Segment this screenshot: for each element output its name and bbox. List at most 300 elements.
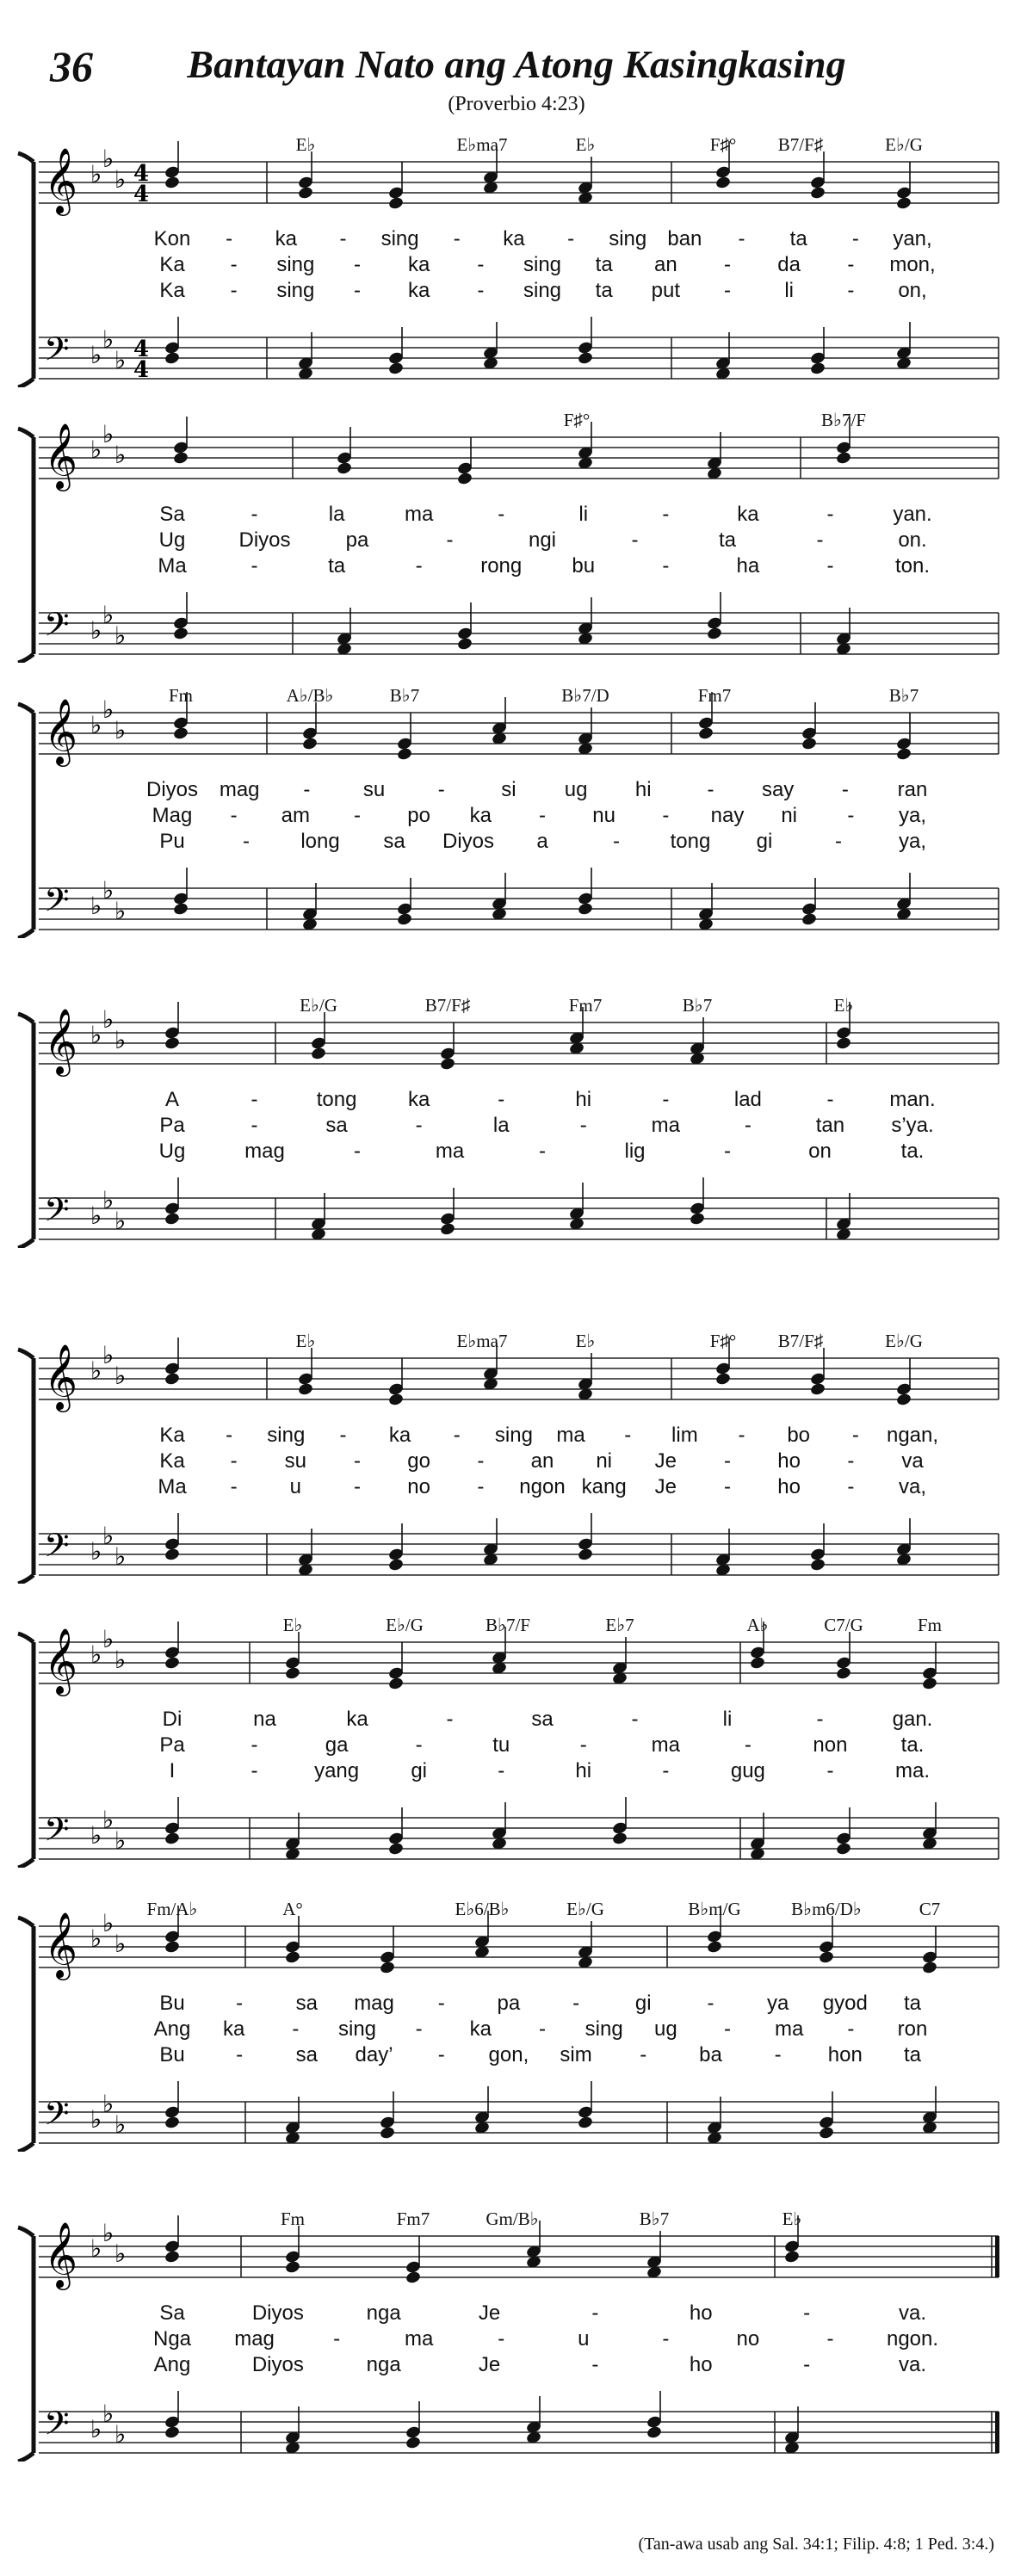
bass-note bbox=[284, 2097, 300, 2145]
lyric-syllable: A bbox=[164, 1088, 180, 1111]
lyric-syllable: ta bbox=[903, 2043, 922, 2066]
svg-text:♭: ♭ bbox=[114, 1362, 127, 1390]
lyric-syllable: long bbox=[300, 830, 340, 853]
lyric-syllable: po bbox=[407, 804, 431, 827]
treble-staff bbox=[39, 1642, 999, 1683]
lyric-syllable: Diyos bbox=[251, 2301, 304, 2325]
lyric-syllable: on. bbox=[898, 528, 927, 552]
music-system-6 bbox=[0, 1609, 1033, 1868]
key-signature-flats bbox=[90, 1625, 126, 1674]
bass-staff bbox=[39, 2102, 999, 2143]
svg-text:♭: ♭ bbox=[90, 1202, 102, 1230]
bass-note bbox=[525, 2396, 541, 2444]
chord-symbol: E♭/G bbox=[885, 1331, 923, 1351]
svg-text:♭: ♭ bbox=[102, 420, 114, 448]
lyric-syllable: ta bbox=[718, 528, 737, 552]
lyric-syllable: Ma bbox=[158, 1475, 187, 1498]
lyric-syllable: mag bbox=[219, 778, 260, 801]
key-signature-flats bbox=[90, 2090, 126, 2139]
bass-note bbox=[284, 2406, 300, 2455]
treble-note bbox=[611, 1637, 628, 1685]
lyric-syllable: Pu bbox=[159, 830, 185, 853]
syllable-hyphen: - bbox=[354, 1475, 361, 1498]
lyric-syllable: Ma bbox=[158, 554, 187, 578]
syllable-hyphen: - bbox=[816, 1708, 824, 1731]
chord-symbol: B♭7 bbox=[639, 2208, 670, 2229]
chord-symbol: E♭ bbox=[575, 1331, 596, 1351]
bass-clef-icon: 𝄢 bbox=[44, 1810, 70, 1856]
lyric-syllable: hi bbox=[634, 778, 652, 801]
lyric-syllable: sa bbox=[325, 1114, 348, 1137]
svg-text:♭: ♭ bbox=[90, 616, 102, 645]
chord-symbol: C7/G bbox=[824, 1615, 863, 1635]
treble-note bbox=[164, 141, 180, 189]
lyric-syllable: sing bbox=[337, 2017, 377, 2041]
lyric-syllable: go bbox=[407, 1449, 431, 1473]
svg-text:♭: ♭ bbox=[114, 1646, 127, 1674]
syllable-hyphen: - bbox=[744, 1114, 752, 1137]
treble-note bbox=[689, 1017, 705, 1066]
chord-symbol: F♯° bbox=[709, 134, 737, 155]
treble-note bbox=[706, 432, 722, 480]
lyric-syllable: yan. bbox=[893, 503, 932, 526]
system-brace bbox=[18, 1634, 34, 1868]
syllable-hyphen: - bbox=[498, 1759, 505, 1782]
syllable-hyphen: - bbox=[567, 227, 575, 250]
lyric-syllable: sing bbox=[523, 253, 562, 276]
treble-note bbox=[387, 1642, 404, 1690]
chord-symbol: E♭ma7 bbox=[456, 1331, 508, 1351]
svg-text:♭: ♭ bbox=[102, 325, 114, 354]
syllable-hyphen: - bbox=[243, 830, 250, 853]
syllable-hyphen: - bbox=[624, 1424, 632, 1447]
bass-clef-icon: 𝄢 bbox=[44, 1526, 70, 1572]
lyric-syllable: sa bbox=[295, 2043, 319, 2066]
chord-symbol: E♭/G bbox=[885, 134, 923, 155]
lyric-syllable: ka bbox=[503, 227, 525, 250]
lyric-syllable: Je bbox=[478, 2301, 501, 2325]
svg-text:♭: ♭ bbox=[90, 160, 102, 188]
lyric-syllable: ta bbox=[328, 554, 346, 578]
syllable-hyphen: - bbox=[236, 2043, 244, 2066]
lyric-syllable: Di bbox=[162, 1708, 182, 1731]
svg-text:4: 4 bbox=[133, 182, 150, 207]
treble-note bbox=[164, 1337, 180, 1386]
lyric-syllable: ha bbox=[736, 554, 760, 578]
treble-note bbox=[164, 1002, 180, 1050]
lyric-syllable: ka bbox=[737, 503, 759, 526]
syllable-hyphen: - bbox=[446, 528, 454, 552]
lyric-syllable: mag bbox=[244, 1140, 285, 1163]
lyric-syllable: su bbox=[362, 778, 386, 801]
chord-symbol: E♭7 bbox=[605, 1615, 634, 1635]
svg-text:4: 4 bbox=[133, 337, 150, 362]
key-signature-flats bbox=[90, 145, 126, 194]
lyric-syllable: ma bbox=[435, 1140, 465, 1163]
key-signature-flats bbox=[90, 2219, 126, 2268]
syllable-hyphen: - bbox=[803, 2353, 811, 2376]
lyric-syllable: ba bbox=[699, 2043, 722, 2066]
lyric-syllable: Pa bbox=[159, 1114, 185, 1137]
syllable-hyphen: - bbox=[640, 2043, 647, 2066]
lyric-syllable: Ang bbox=[153, 2017, 191, 2041]
lyric-syllable: Ug bbox=[158, 1140, 186, 1163]
song-title: Bantayan Nato ang Atong Kasingkasing bbox=[187, 42, 846, 86]
svg-text:♭: ♭ bbox=[102, 695, 114, 724]
treble-clef-icon: 𝄞 bbox=[44, 147, 78, 213]
lyric-syllable: pa bbox=[345, 528, 369, 552]
chord-symbol: F♯° bbox=[709, 1331, 737, 1351]
syllable-hyphen: - bbox=[251, 1759, 258, 1782]
svg-text:♭: ♭ bbox=[90, 436, 102, 464]
chord-symbol: F♯° bbox=[563, 410, 591, 430]
bass-note bbox=[749, 1813, 765, 1861]
syllable-hyphen: - bbox=[847, 253, 855, 276]
chord-symbol: E♭ bbox=[282, 1615, 303, 1635]
lyric-syllable: man. bbox=[889, 1088, 936, 1111]
lyric-syllable: ta bbox=[595, 253, 613, 276]
syllable-hyphen: - bbox=[662, 804, 670, 827]
lyric-syllable: pa bbox=[497, 1992, 521, 2015]
bass-note bbox=[818, 2091, 834, 2140]
lyric-syllable: ug bbox=[653, 2017, 677, 2041]
footer-references: (Tan-awa usab ang Sal. 34:1; Filip. 4:8; 1 Ped. 3:4.) bbox=[638, 2535, 994, 2554]
treble-note bbox=[297, 151, 313, 200]
syllable-hyphen: - bbox=[354, 253, 361, 276]
music-system-3 bbox=[0, 680, 1033, 938]
syllable-hyphen: - bbox=[662, 2327, 670, 2351]
key-signature-flats bbox=[90, 601, 126, 650]
chord-symbol: A° bbox=[282, 1899, 303, 1919]
syllable-hyphen: - bbox=[230, 1449, 238, 1473]
treble-clef-icon: 𝄞 bbox=[44, 1344, 78, 1410]
bass-note bbox=[706, 592, 722, 640]
lyric-syllable: sing bbox=[494, 1424, 533, 1447]
staff-system-graphics bbox=[0, 1325, 1033, 1584]
treble-clef-icon: 𝄞 bbox=[44, 1008, 78, 1074]
syllable-hyphen: - bbox=[613, 830, 620, 853]
syllable-hyphen: - bbox=[803, 2301, 811, 2325]
staff-system-graphics bbox=[0, 990, 1033, 1248]
lyric-syllable: ban bbox=[667, 227, 702, 250]
syllable-hyphen: - bbox=[415, 2017, 423, 2041]
svg-text:♭: ♭ bbox=[114, 346, 127, 374]
chord-symbol: B♭7 bbox=[682, 995, 713, 1016]
chord-symbol: Fm7 bbox=[396, 2208, 430, 2229]
syllable-hyphen: - bbox=[572, 1992, 580, 2015]
svg-text:♭: ♭ bbox=[114, 621, 127, 650]
bass-note bbox=[835, 1807, 851, 1856]
lyric-syllable: ma bbox=[556, 1424, 585, 1447]
treble-note bbox=[801, 702, 817, 751]
bass-time-signature bbox=[133, 337, 149, 383]
bass-note bbox=[714, 332, 731, 380]
lyric-syllable: da bbox=[777, 253, 801, 276]
syllable-hyphen: - bbox=[437, 778, 445, 801]
lyric-syllable: mag bbox=[354, 1992, 394, 2015]
syllable-hyphen: - bbox=[539, 804, 546, 827]
svg-text:♭: ♭ bbox=[90, 1640, 102, 1669]
lyric-syllable: su bbox=[284, 1449, 307, 1473]
lyric-syllable: ya bbox=[766, 1992, 789, 2015]
syllable-hyphen: - bbox=[826, 554, 834, 578]
treble-clef-icon: 𝄞 bbox=[44, 698, 78, 764]
treble-clef-icon: 𝄞 bbox=[44, 1628, 78, 1694]
bass-note bbox=[895, 1518, 912, 1566]
bass-note bbox=[577, 868, 593, 916]
lyric-syllable: yan, bbox=[893, 227, 932, 250]
syllable-hyphen: - bbox=[446, 1708, 454, 1731]
lyric-syllable: tu bbox=[492, 1733, 510, 1757]
treble-staff bbox=[39, 2236, 999, 2277]
treble-note bbox=[164, 2215, 180, 2264]
svg-text:♭: ♭ bbox=[90, 1021, 102, 1049]
syllable-hyphen: - bbox=[851, 227, 859, 250]
lyric-syllable: ug bbox=[564, 778, 588, 801]
syllable-hyphen: - bbox=[477, 279, 485, 302]
lyric-syllable: Pa bbox=[159, 1733, 185, 1757]
syllable-hyphen: - bbox=[724, 1475, 731, 1498]
lyric-syllable: sa bbox=[295, 1992, 319, 2015]
svg-text:♭: ♭ bbox=[102, 1005, 114, 1034]
syllable-hyphen: - bbox=[847, 2017, 855, 2041]
treble-clef-icon: 𝄞 bbox=[44, 2221, 78, 2288]
staff-system-graphics bbox=[0, 405, 1033, 663]
lyric-syllable: sa bbox=[531, 1708, 554, 1731]
lyric-syllable: gi bbox=[411, 1759, 427, 1782]
syllable-hyphen: - bbox=[744, 1733, 752, 1757]
svg-text:♭: ♭ bbox=[90, 1537, 102, 1566]
final-barline bbox=[995, 2412, 999, 2453]
svg-text:♭: ♭ bbox=[102, 876, 114, 905]
chord-symbol: B7/F♯ bbox=[777, 1331, 824, 1351]
key-signature-flats bbox=[90, 1341, 126, 1390]
lyric-syllable: yang bbox=[314, 1759, 360, 1782]
bass-note bbox=[577, 1513, 593, 1561]
lyric-syllable: Diyos bbox=[145, 778, 199, 801]
chord-symbol: Fm bbox=[917, 1615, 943, 1635]
bass-staff bbox=[39, 1534, 999, 1575]
lyric-syllable: gug bbox=[730, 1759, 765, 1782]
lyric-syllable: an bbox=[530, 1449, 554, 1473]
treble-note bbox=[895, 162, 912, 210]
bass-note bbox=[301, 883, 318, 931]
chord-symbol: B♭m6/D♭ bbox=[791, 1899, 862, 1919]
bass-note bbox=[921, 2086, 937, 2134]
syllable-hyphen: - bbox=[415, 1733, 423, 1757]
lyric-syllable: li bbox=[578, 503, 589, 526]
chord-symbol: Fm/A♭ bbox=[146, 1899, 198, 1919]
syllable-hyphen: - bbox=[354, 1449, 361, 1473]
system-brace bbox=[18, 1350, 34, 1584]
treble-note bbox=[284, 1916, 300, 1964]
syllable-hyphen: - bbox=[539, 2017, 546, 2041]
lyric-syllable: sing bbox=[609, 227, 647, 250]
lyric-syllable: hi bbox=[575, 1759, 592, 1782]
key-signature-flats bbox=[90, 420, 126, 469]
svg-text:♭: ♭ bbox=[90, 2105, 102, 2134]
chord-symbol: Fm7 bbox=[568, 995, 603, 1016]
lyric-syllable: Kon bbox=[153, 227, 191, 250]
treble-note bbox=[379, 1926, 395, 1974]
syllable-hyphen: - bbox=[631, 528, 639, 552]
lyric-syllable: Ang bbox=[153, 2353, 191, 2376]
lyric-syllable: nay bbox=[710, 804, 745, 827]
syllable-hyphen: - bbox=[724, 1449, 731, 1473]
svg-text:♭: ♭ bbox=[114, 1826, 127, 1855]
system-brace bbox=[18, 429, 34, 663]
lyric-syllable: Ka bbox=[159, 1449, 185, 1473]
lyric-syllable: ma bbox=[774, 2017, 804, 2041]
lyric-syllable: sim bbox=[560, 2043, 592, 2066]
syllable-hyphen: - bbox=[847, 279, 855, 302]
bass-note bbox=[297, 1529, 313, 1577]
lyric-syllable: s’ya. bbox=[891, 1114, 934, 1137]
bass-note bbox=[164, 317, 180, 365]
lyric-syllable: ka bbox=[388, 1424, 411, 1447]
svg-text:♭: ♭ bbox=[114, 1026, 127, 1054]
lyric-syllable: ho bbox=[689, 2301, 713, 2325]
syllable-hyphen: - bbox=[354, 804, 361, 827]
lyric-syllable: ton. bbox=[894, 554, 931, 578]
lyric-syllable: Bu bbox=[159, 2043, 185, 2066]
bass-note bbox=[689, 1177, 705, 1226]
bass-note bbox=[387, 1523, 404, 1572]
lyric-syllable: na bbox=[253, 1708, 276, 1731]
system-brace bbox=[18, 153, 34, 387]
syllable-hyphen: - bbox=[841, 778, 849, 801]
key-signature-flats bbox=[90, 1806, 126, 1855]
svg-text:♭: ♭ bbox=[102, 1522, 114, 1550]
treble-note bbox=[172, 417, 189, 465]
lyric-syllable: Ka bbox=[159, 1424, 185, 1447]
bass-note bbox=[164, 1513, 180, 1561]
syllable-hyphen: - bbox=[333, 2327, 341, 2351]
treble-note bbox=[895, 713, 912, 761]
key-signature-flats bbox=[90, 1005, 126, 1054]
bass-staff bbox=[39, 1198, 999, 1239]
bass-note bbox=[172, 592, 189, 640]
bass-note bbox=[491, 1802, 507, 1850]
bass-note bbox=[482, 1518, 498, 1566]
system-brace bbox=[18, 1014, 34, 1248]
chord-symbol: B♭7/D bbox=[561, 685, 609, 706]
chord-symbol: B7/F♯ bbox=[424, 995, 471, 1016]
bass-note bbox=[921, 1802, 937, 1850]
bass-note bbox=[835, 1193, 851, 1241]
chord-symbol: B7/F♯ bbox=[777, 134, 824, 155]
key-signature-flats bbox=[90, 1909, 126, 1958]
bass-staff bbox=[39, 1818, 999, 1859]
lyric-syllable: Je bbox=[654, 1475, 677, 1498]
chord-symbol: E♭ bbox=[295, 134, 316, 155]
lyric-syllable: hon bbox=[827, 2043, 863, 2066]
music-system-4 bbox=[0, 990, 1033, 1248]
syllable-hyphen: - bbox=[226, 1424, 233, 1447]
syllable-hyphen: - bbox=[251, 503, 258, 526]
bass-note bbox=[611, 1797, 628, 1845]
lyric-syllable: ka bbox=[275, 227, 297, 250]
lyric-syllable: day’ bbox=[355, 2043, 393, 2066]
bass-note bbox=[714, 1529, 731, 1577]
lyric-syllable: ka bbox=[407, 253, 430, 276]
treble-staff bbox=[39, 1358, 999, 1399]
chord-symbol: B♭7 bbox=[389, 685, 420, 706]
syllable-hyphen: - bbox=[230, 804, 238, 827]
svg-text:♭: ♭ bbox=[102, 1806, 114, 1834]
lyric-syllable: gon, bbox=[488, 2043, 529, 2066]
svg-text:♭: ♭ bbox=[114, 2420, 127, 2449]
bass-note bbox=[164, 1177, 180, 1226]
syllable-hyphen: - bbox=[303, 778, 311, 801]
lyric-syllable: ho bbox=[777, 1449, 801, 1473]
lyric-syllable: ni bbox=[596, 1449, 612, 1473]
bass-note bbox=[783, 2406, 800, 2455]
key-signature-flats bbox=[90, 1522, 126, 1571]
chord-symbol: Gm/B♭ bbox=[486, 2208, 539, 2229]
syllable-hyphen: - bbox=[251, 1114, 258, 1137]
treble-staff bbox=[39, 162, 999, 203]
lyric-syllable: Ug bbox=[158, 528, 186, 552]
syllable-hyphen: - bbox=[498, 2327, 505, 2351]
bass-note bbox=[164, 2391, 180, 2439]
treble-note bbox=[577, 707, 593, 756]
chord-symbol: B♭7/F bbox=[821, 410, 866, 430]
lyric-syllable: ka bbox=[346, 1708, 368, 1731]
bass-note bbox=[646, 2391, 662, 2439]
svg-text:♭: ♭ bbox=[102, 2400, 114, 2428]
syllable-hyphen: - bbox=[847, 1475, 855, 1498]
lyric-syllable: va, bbox=[898, 1475, 927, 1498]
lyric-syllable: ngi bbox=[528, 528, 557, 552]
lyric-syllable: ma bbox=[651, 1733, 680, 1757]
bass-note bbox=[568, 1183, 585, 1231]
syllable-hyphen: - bbox=[579, 1733, 587, 1757]
treble-note bbox=[921, 1926, 937, 1974]
svg-text:♭: ♭ bbox=[114, 1542, 127, 1571]
lyric-syllable: ngon. bbox=[886, 2327, 939, 2351]
chord-symbol: A♭ bbox=[746, 1615, 769, 1635]
staff-system-graphics bbox=[0, 129, 1033, 387]
svg-text:♭: ♭ bbox=[90, 1356, 102, 1385]
bass-note bbox=[835, 608, 851, 656]
lyric-syllable: Nga bbox=[152, 2327, 192, 2351]
bass-note bbox=[379, 2091, 395, 2140]
bass-note bbox=[895, 873, 912, 921]
syllable-hyphen: - bbox=[662, 1088, 670, 1111]
svg-text:♭: ♭ bbox=[114, 1930, 127, 1958]
final-barline bbox=[995, 2236, 999, 2277]
lyric-syllable: bu bbox=[572, 554, 596, 578]
chord-symbol: B♭7 bbox=[888, 685, 919, 706]
lyric-syllable: va. bbox=[898, 2353, 927, 2376]
syllable-hyphen: - bbox=[251, 554, 258, 578]
lyric-syllable: Sa bbox=[159, 2301, 185, 2325]
bass-clef-icon: 𝄢 bbox=[44, 330, 70, 376]
syllable-hyphen: - bbox=[662, 554, 670, 578]
bass-clef-icon: 𝄢 bbox=[44, 605, 70, 652]
lyric-syllable: ho bbox=[777, 1475, 801, 1498]
lyric-syllable: ya, bbox=[898, 804, 927, 827]
bass-note bbox=[310, 1193, 326, 1241]
lyric-syllable: Diyos bbox=[251, 2353, 304, 2376]
lyric-syllable: sing bbox=[585, 2017, 623, 2041]
syllable-hyphen: - bbox=[453, 1424, 461, 1447]
treble-note bbox=[387, 1358, 404, 1406]
treble-note bbox=[297, 1348, 313, 1396]
lyric-syllable: la bbox=[328, 503, 345, 526]
lyric-syllable: sing bbox=[276, 253, 315, 276]
